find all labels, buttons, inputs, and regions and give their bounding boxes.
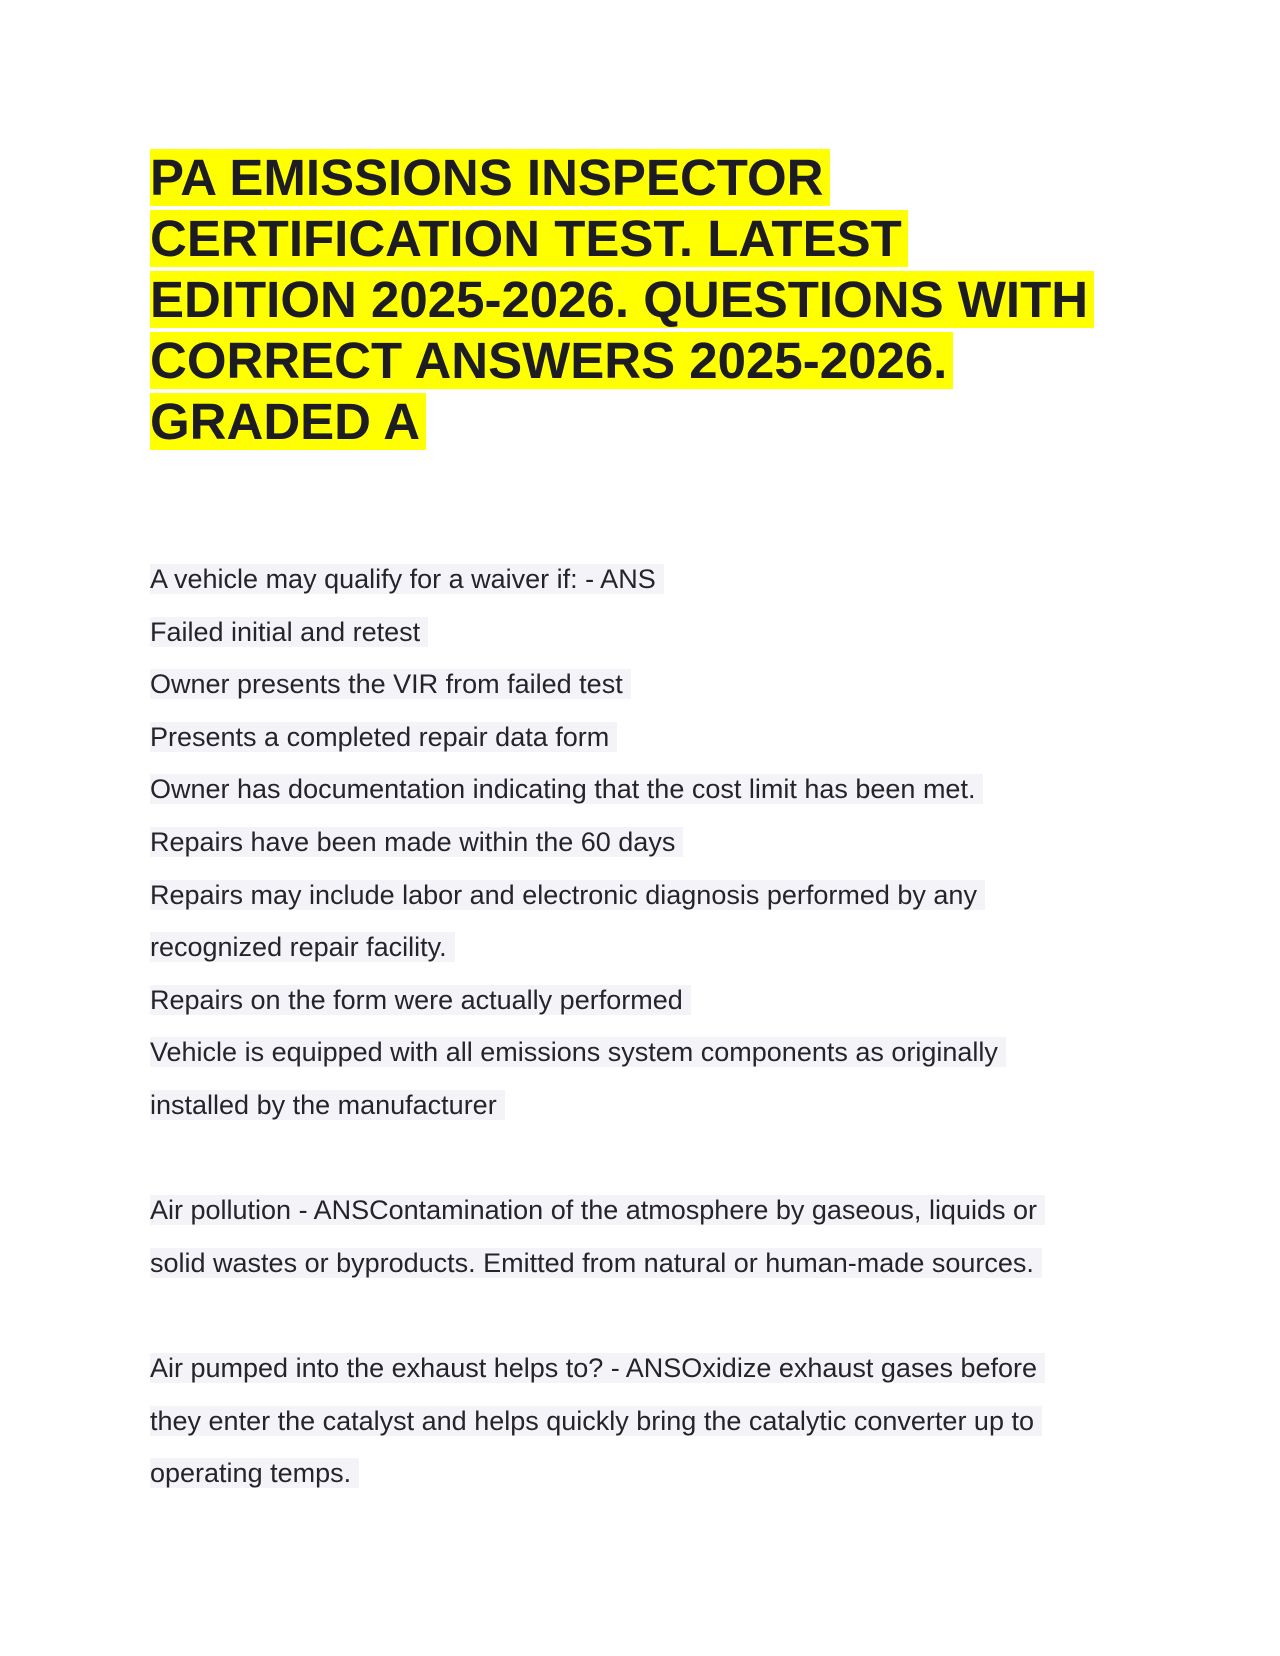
title-line: PA EMISSIONS INSPECTOR bbox=[150, 147, 1110, 208]
answer-line: Owner has documentation indicating that the cost limit has been met. bbox=[150, 763, 1130, 816]
title-line: CORRECT ANSWERS 2025-2026. bbox=[150, 330, 1110, 391]
title-line: EDITION 2025-2026. QUESTIONS WITH bbox=[150, 269, 1110, 330]
answer-line: Owner presents the VIR from failed test bbox=[150, 658, 1130, 711]
qa-line: solid wastes or byproducts. Emitted from natural or human-made sources. bbox=[150, 1237, 1130, 1290]
answer-line: Repairs have been made within the 60 days bbox=[150, 816, 1130, 869]
answer-line: installed by the manufacturer bbox=[150, 1079, 1130, 1132]
paragraph-gap bbox=[150, 1132, 1130, 1185]
title-line: GRADED A bbox=[150, 391, 1110, 452]
answer-line: recognized repair facility. bbox=[150, 921, 1130, 974]
answer-line: Presents a completed repair data form bbox=[150, 711, 1130, 764]
qa-entry-air-pollution bbox=[150, 1184, 1130, 1289]
title-line: CERTIFICATION TEST. LATEST bbox=[150, 208, 1110, 269]
qa-entry-air-pumped bbox=[150, 1342, 1130, 1500]
answer-line: Repairs may include labor and electronic diagnosis performed by any bbox=[150, 869, 1130, 922]
qa-line: operating temps. bbox=[150, 1447, 1130, 1500]
document-title bbox=[150, 147, 1110, 452]
answer-line: Vehicle is equipped with all emissions system components as originally bbox=[150, 1026, 1130, 1079]
qa-line: Air pumped into the exhaust helps to? - ANSOxidize exhaust gases before bbox=[150, 1342, 1130, 1395]
question-line: A vehicle may qualify for a waiver if: - ANS bbox=[150, 553, 1130, 606]
qa-line: they enter the catalyst and helps quickly bring the catalytic converter up to bbox=[150, 1395, 1130, 1448]
qa-line: Air pollution - ANSContamination of the atmosphere by gaseous, liquids or bbox=[150, 1184, 1130, 1237]
question-answer-list bbox=[150, 553, 1130, 1500]
paragraph-gap bbox=[150, 1289, 1130, 1342]
answer-line: Repairs on the form were actually performed bbox=[150, 974, 1130, 1027]
qa-entry-waiver bbox=[150, 553, 1130, 1132]
answer-line: Failed initial and retest bbox=[150, 606, 1130, 659]
